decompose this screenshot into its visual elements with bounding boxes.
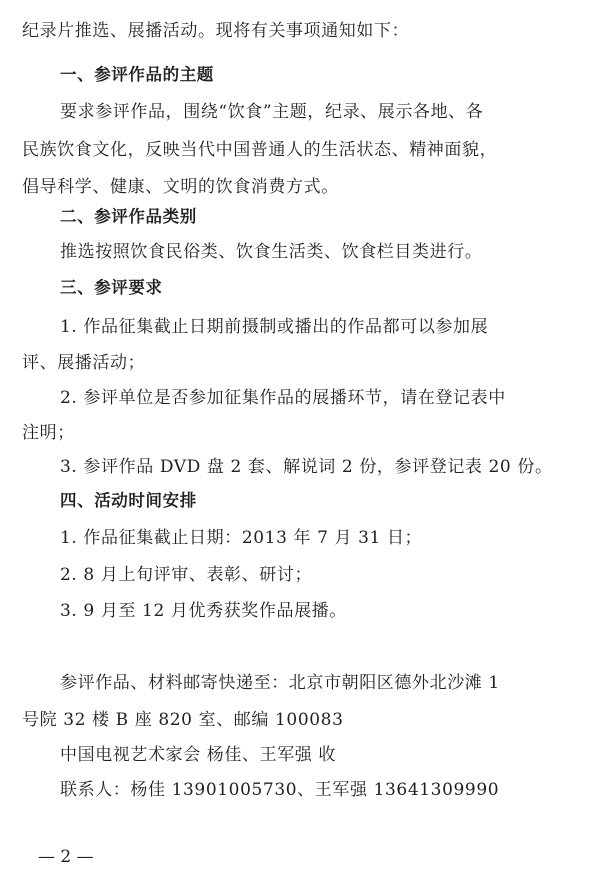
list-item-line: 3. 9 月至 12 月优秀获奖作品展播。: [60, 601, 347, 621]
mailing-address-line: 参评作品、材料邮寄快递至：北京市朝阳区德外北沙滩 1: [60, 673, 500, 693]
section-heading-theme: 一、参评作品的主题: [60, 65, 214, 84]
list-item-line: 1. 作品征集截止日期前摄制或播出的作品都可以参加展: [60, 317, 489, 337]
paragraph-line: 推选按照饮食民俗类、饮食生活类、饮食栏目类进行。: [60, 242, 483, 262]
section-heading-schedule: 四、活动时间安排: [60, 491, 197, 510]
intro-line: 纪录片推选、展播活动。现将有关事项通知如下：: [22, 21, 410, 41]
section-heading-requirements: 三、参评要求: [60, 278, 163, 297]
section-heading-category: 二、参评作品类别: [60, 207, 197, 226]
list-item-line: 评、展播活动；: [22, 353, 146, 373]
list-item-line: 1. 作品征集截止日期：2013 年 7 月 31 日；: [60, 528, 423, 548]
list-item-line: 2. 参评单位是否参加征集作品的展播环节，请在登记表中: [60, 388, 506, 408]
paragraph-line: 民族饮食文化，反映当代中国普通人的生活状态、精神面貌，: [22, 140, 498, 160]
recipient-line: 中国电视艺术家会 杨佳、王军强 收: [60, 745, 337, 765]
list-item-line: 3. 参评作品 DVD 盘 2 套、解说词 2 份，参评登记表 20 份。: [60, 457, 553, 477]
list-item-line: 2. 8 月上旬评审、表彰、研讨；: [60, 565, 313, 585]
paragraph-line: 要求参评作品，围绕“饮食”主题，纪录、展示各地、各: [60, 102, 484, 122]
contact-line: 联系人：杨佳 13901005730、王军强 13641309990: [60, 780, 500, 800]
paragraph-line: 倡导科学、健康、文明的饮食消费方式。: [22, 177, 339, 197]
list-item-line: 注明；: [22, 423, 75, 443]
mailing-address-line: 号院 32 楼 B 座 820 室、邮编 100083: [22, 710, 344, 730]
page-number: — 2 —: [38, 847, 94, 867]
